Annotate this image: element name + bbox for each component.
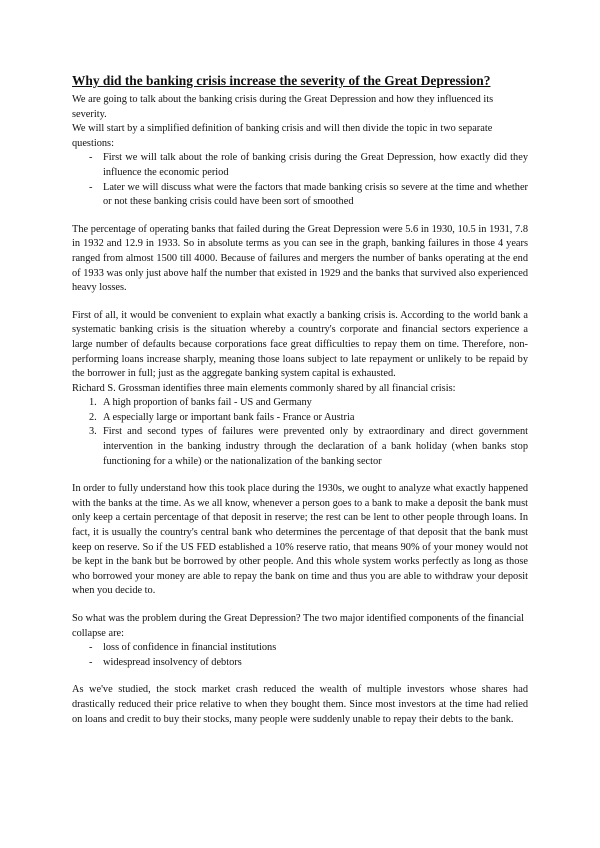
grossman-intro: Richard S. Grossman identifies three main elements commonly shared by all financial crisis:	[72, 382, 456, 394]
list-item	[72, 396, 528, 411]
statistics-paragraph: The percentage of operating banks that failed during the Great Depression were 5.6 in 1930, 10.5 in 1931, 7.8 in 1932 and 12.9 in 1933. So in absolute terms as you can see in the graph, banking failures in those 4 years ranged from almost 1500 till 4000. Because of failures and mergers the number of banks operating at the end of 1933 was only just above half the number that existed in 1929 and the banks that survived also experienced heavy losses.	[72, 223, 528, 294]
document-body	[72, 72, 528, 727]
paragraph-spacer	[72, 296, 528, 309]
elements-list	[72, 396, 528, 469]
element-text: A high proportion of banks fail - US and Germany	[103, 397, 312, 409]
element-text: A especially large or important bank fails - France or Austria	[103, 411, 355, 423]
dash-marker: -	[89, 642, 93, 654]
list-number: 2.	[89, 411, 97, 423]
list-number: 1.	[89, 397, 97, 409]
reserve-paragraph: In order to fully understand how this took place during the 1930s, we ought to analyze what exactly happened with the banks at the time. As we all know, whenever a person goes to a bank to make a deposit the bank must only keep a certain percentage of that deposit in reserve; the rest can be lent to other people through loans. In fact, it is usually the country's central bank who determines the percentage of that deposit that the bank must keep on reserve. So if the US FED established a 10% reserve ratio, that means 90% of your money would not be kept in the bank but be borrowed by other people. And this whole system works perfectly as long as those who borrowed your money are able to repay the bank on time and thus you are able to withdraw your deposit when you decide to.	[72, 483, 528, 597]
components-list	[72, 641, 528, 670]
element-text: First and second types of failures were prevented only by extraordinary and direct government intervention in the banking industry through the declaration of a bank holiday (when banks stop functioning for a while) or the nationalization of the banking sector	[103, 426, 528, 467]
paragraph-spacer	[72, 599, 528, 612]
question-text: Later we will discuss what were the factors that made banking crisis so severe at the time and whether or not these banking crisis could have been sort of smoothed	[103, 181, 528, 208]
list-item	[72, 425, 528, 469]
dash-marker: -	[89, 656, 93, 668]
list-item	[72, 151, 528, 180]
question-text: First we will talk about the role of banking crisis during the Great Depression, how exactly did they influence the economic period	[103, 152, 528, 178]
list-item	[72, 641, 528, 656]
crash-paragraph: As we've studied, the stock market crash reduced the wealth of multiple investors whose shares had drastically reduced their price relative to when they bought them. Since most investors at the time had relied on loans and credit to buy their stocks, many people were suddenly unable to repay their debts to the bank.	[72, 684, 528, 725]
document-title: Why did the banking crisis increase the severity of the Great Depression?	[72, 73, 491, 88]
paragraph-spacer	[72, 469, 528, 482]
dash-marker: -	[89, 152, 93, 164]
component-text: loss of confidence in financial institutions	[103, 642, 277, 654]
intro-paragraph-2: We will start by a simplified definition of banking crisis and will then divide the topic in two separate questions:	[72, 123, 493, 149]
intro-paragraph-1: We are going to talk about the banking crisis during the Great Depression and how they influenced its severity.	[72, 94, 494, 120]
list-number: 3.	[89, 426, 97, 438]
paragraph-spacer	[72, 670, 528, 683]
list-item	[72, 656, 528, 671]
component-text: widespread insolvency of debtors	[103, 656, 242, 668]
list-item	[72, 181, 528, 210]
problem-intro: So what was the problem during the Great Depression? The two major identified components of the financial collapse are:	[72, 613, 524, 639]
paragraph-spacer	[72, 210, 528, 223]
dash-marker: -	[89, 181, 93, 193]
list-item	[72, 411, 528, 426]
definition-paragraph: First of all, it would be convenient to explain what exactly a banking crisis is. According to the world bank a systematic banking crisis is the situation whereby a country's corporate and financial sectors experience a large number of defaults because corporations face great difficulties to repay them on time. Therefore, non-performing loans increase sharply, meaning those loans subject to late repayment or unlikely to be repaid by the borrower in full; just as the aggregate banking system capital is exhausted.	[72, 309, 528, 380]
questions-list	[72, 151, 528, 209]
